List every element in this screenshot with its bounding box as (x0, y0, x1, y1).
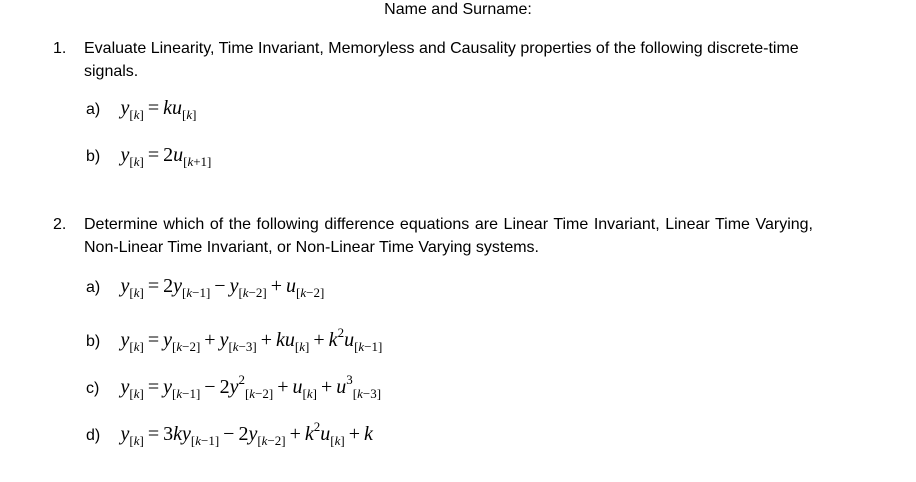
item-label: b) (86, 148, 101, 165)
equation-2b: $y_{[k]} = y_{[k-2]} + y_{[k-3]} + ku_{[k]} + k^2u_{[k-1]}$ (120, 325, 383, 354)
name-surname-label: Name and Surname: (384, 1, 532, 18)
question-1-item-b (86, 142, 211, 175)
question-1-item-a (86, 95, 196, 128)
item-label: a) (86, 279, 101, 296)
question-2-text: Determine which of the following difference equations are Linear Time Invariant, Linear Time Varying, Non-Linear Time Invariant, or Non-Linear Time Varying systems. (84, 216, 813, 256)
item-label: b) (86, 333, 101, 350)
item-label: d) (86, 427, 101, 444)
question-1-text: Evaluate Linearity, Time Invariant, Memoryless and Causality properties of the following discrete-time signals. (84, 40, 799, 80)
question-2-item-c (86, 367, 381, 407)
question-2-number: 2. (53, 216, 67, 233)
question-2-item-d (86, 414, 373, 454)
equation-2a: $y_{[k]} = 2y_{[k-1]} - y_{[k-2]} + u_{[k-2]}$ (120, 275, 325, 300)
question-2 (53, 213, 813, 259)
item-label: c) (86, 380, 100, 397)
question-1 (53, 37, 813, 83)
equation-1a: $y_{[k]} = ku_{[k]}$ (120, 97, 197, 122)
item-label: a) (86, 101, 101, 118)
equation-2c: $y_{[k]} = y_{[k-1]} - 2y^2_{[k-2]} + u_{[k]} + u^3_{[k-3]}$ (120, 372, 382, 401)
equation-1b: $y_{[k]} = 2u_{[k+1]}$ (120, 144, 212, 169)
question-2-item-a (86, 273, 324, 306)
equation-2d: $y_{[k]} = 3ky_{[k-1]} - 2y_{[k-2]} + k^2u_{[k]} + k$ (120, 419, 373, 448)
question-1-number: 1. (53, 40, 67, 57)
question-2-item-b (86, 320, 382, 360)
